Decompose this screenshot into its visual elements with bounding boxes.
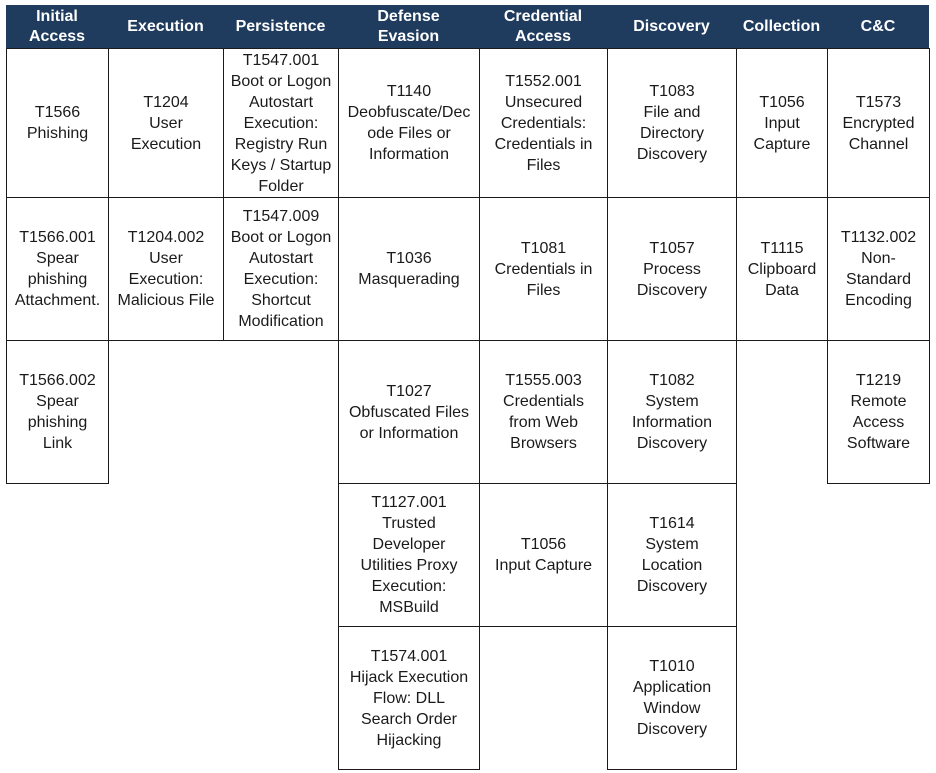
technique-name-line: Discovery [636,721,708,738]
technique-name-line: User [149,250,183,267]
tactic-header-credential-access [479,5,607,48]
technique-cell-t1219 [827,340,930,484]
technique-name-line: Credentials: [500,114,587,132]
technique-id: T1027 [386,382,432,400]
technique-name-line: Boot or Logon [230,229,332,246]
technique-name-line: Attachment. [14,292,101,309]
technique-id: T1547.009 [242,208,320,225]
tactic-header-defense-evasion [338,5,479,48]
technique-name-line: Autostart [248,250,314,267]
technique-id: T1573 [855,93,902,111]
technique-name-line: Discovery [636,435,708,452]
technique-cell-t1036 [338,197,480,341]
technique-cell-t1547-009 [223,197,339,341]
technique-cell-t1204-002 [108,197,224,341]
technique-name-line: Deobfuscate/Dec [347,104,471,121]
technique-name-line: Encrypted [842,114,915,132]
technique-name-line: Folder [258,177,304,195]
technique-name-line: Directory [639,125,704,142]
technique-name-line: Capture [753,135,811,153]
technique-id: T1036 [386,250,432,267]
technique-name-line: Phishing [26,125,89,142]
technique-name-line: Discovery [636,146,708,163]
technique-name-line: Input [764,114,800,132]
technique-name-line: Execution: [243,271,319,288]
technique-cell-t1083 [607,48,737,198]
technique-name-line: Search Order [360,710,458,728]
technique-id: T1555.003 [505,372,582,389]
technique-name-line: MSBuild [379,599,439,616]
tactic-header-persistence [223,5,338,48]
technique-name-line: Application [632,679,712,696]
technique-cell-t1081 [479,197,608,341]
technique-cell-t1552-001 [479,48,608,198]
technique-id: T1127.001 [371,494,447,511]
tactic-header-execution [108,5,223,48]
technique-cell-t1566-002 [6,340,109,484]
technique-name-line: Keys / Startup [230,156,332,174]
technique-id: T1010 [649,658,695,675]
tactic-header-collection [736,5,827,48]
technique-name-line: Credentials in [494,135,593,153]
technique-name-line: Execution: [371,578,447,595]
technique-id: T1057 [649,239,695,257]
technique-id: T1056 [759,93,805,111]
technique-name-line: Channel [848,135,909,153]
technique-cell-t1027 [338,340,480,484]
technique-name-line: System [645,536,699,553]
technique-name-line: Flow: DLL [372,689,446,707]
technique-id: T1552.001 [505,72,582,90]
technique-cell-t1566-001 [6,197,109,341]
tactic-header-line: Access [514,27,572,45]
technique-cell-t1056 [479,483,608,627]
technique-name-line: Process [643,260,701,278]
technique-id: T1204 [143,93,189,111]
technique-name-line: Spear [36,393,79,410]
technique-id: T1056 [520,536,567,553]
technique-cell-t1115 [736,197,828,341]
technique-name-line: Information [368,146,450,163]
technique-name-line: phishing [27,414,88,431]
technique-cell-t1010 [607,626,737,770]
technique-name-line: Files [526,281,561,299]
technique-cell-t1056 [736,48,828,198]
tactic-header-discovery [607,5,736,48]
technique-name-line: Unsecured [504,93,583,111]
technique-name-line: Files [526,156,561,174]
technique-name-line: File and [643,104,701,121]
technique-cell-t1574-001 [338,626,480,770]
tactic-header-initial-access [6,5,108,48]
technique-cell-t1555-003 [479,340,608,484]
technique-id: T1140 [386,83,432,100]
technique-name-line: Trusted [382,515,436,532]
technique-name-line: Non- [861,250,896,267]
technique-name-line: Discovery [636,578,708,595]
tactic-header-line: Evasion [377,27,440,45]
technique-id: T1082 [649,372,695,389]
technique-name-line: Registry Run [234,135,328,153]
technique-id: T1566.002 [19,372,96,389]
technique-name-line: Hijack Execution [349,668,469,686]
technique-cell-t1140 [338,48,480,198]
technique-name-line: Shortcut [251,292,311,309]
technique-name-line: Autostart [248,93,314,111]
tactic-header-line: Collection [742,17,821,35]
technique-cell-t1127-001 [338,483,480,627]
technique-name-line: Execution: [243,114,319,132]
technique-name-line: Malicious File [117,292,215,309]
technique-name-line: Execution: [128,271,204,288]
tactic-header-line: Discovery [633,17,710,35]
technique-name-line: or Information [359,424,459,442]
technique-id: T1115 [760,239,804,257]
technique-name-line: Boot or Logon [230,72,332,90]
tactic-header-line: Persistence [235,17,326,35]
technique-name-line: Remote [850,393,907,410]
technique-name-line: Link [42,435,73,452]
technique-name-line: Credentials [503,393,584,410]
technique-id: T1219 [855,372,902,389]
technique-name-line: Masquerading [358,271,460,288]
tactic-header-line: Defense [377,7,440,25]
technique-name-line: Execution [130,135,202,153]
tactic-header-candc [827,5,929,48]
technique-name-line: System [645,393,699,410]
technique-name-line: Input Capture [495,557,592,574]
technique-name-line: Data [765,281,799,299]
technique-name-line: Spear [36,250,79,267]
technique-id: T1547.001 [242,51,320,69]
technique-name-line: Modification [238,313,324,330]
technique-name-line: from Web [508,414,579,431]
tactic-header-line: Credential [503,7,583,25]
technique-name-line: Clipboard [747,260,817,278]
technique-name-line: Discovery [636,281,708,299]
technique-name-line: phishing [27,271,88,288]
technique-id: T1566 [34,104,81,121]
tactic-header-line: C&C [860,17,896,35]
technique-id: T1574.001 [370,647,448,665]
technique-name-line: Hijacking [376,731,442,749]
technique-name-line: Standard [846,271,911,288]
technique-id: T1614 [649,515,695,532]
technique-name-line: Utilities Proxy [360,557,458,574]
technique-cell-t1057 [607,197,737,341]
technique-cell-t1204 [108,48,224,198]
technique-cell-t1573 [827,48,930,198]
technique-cell-t1614 [607,483,737,627]
technique-name-line: Software [846,435,911,452]
technique-name-line: Encoding [845,292,912,309]
technique-id: T1081 [520,239,567,257]
technique-id: T1204.002 [127,229,205,246]
technique-cell-t1547-001 [223,48,339,198]
technique-name-line: Location [641,557,703,574]
technique-name-line: Window [643,700,701,717]
technique-name-line: Information [631,414,713,431]
technique-name-line: Obfuscated Files [348,403,470,421]
technique-name-line: Browsers [510,435,577,452]
technique-name-line: Access [852,414,905,431]
technique-name-line: Developer [372,536,446,553]
tactic-header-line: Initial [36,7,78,25]
technique-name-line: ode Files or [367,125,451,142]
technique-id: T1132.002 [840,229,917,246]
technique-id: T1083 [649,83,695,100]
technique-cell-t1132-002 [827,197,930,341]
technique-cell-t1566 [6,48,109,198]
technique-name-line: Credentials in [494,260,593,278]
technique-cell-t1082 [607,340,737,484]
technique-id: T1566.001 [19,229,96,246]
tactic-header-line: Access [28,27,86,45]
technique-name-line: User [149,114,183,132]
tactic-header-line: Execution [127,17,204,35]
